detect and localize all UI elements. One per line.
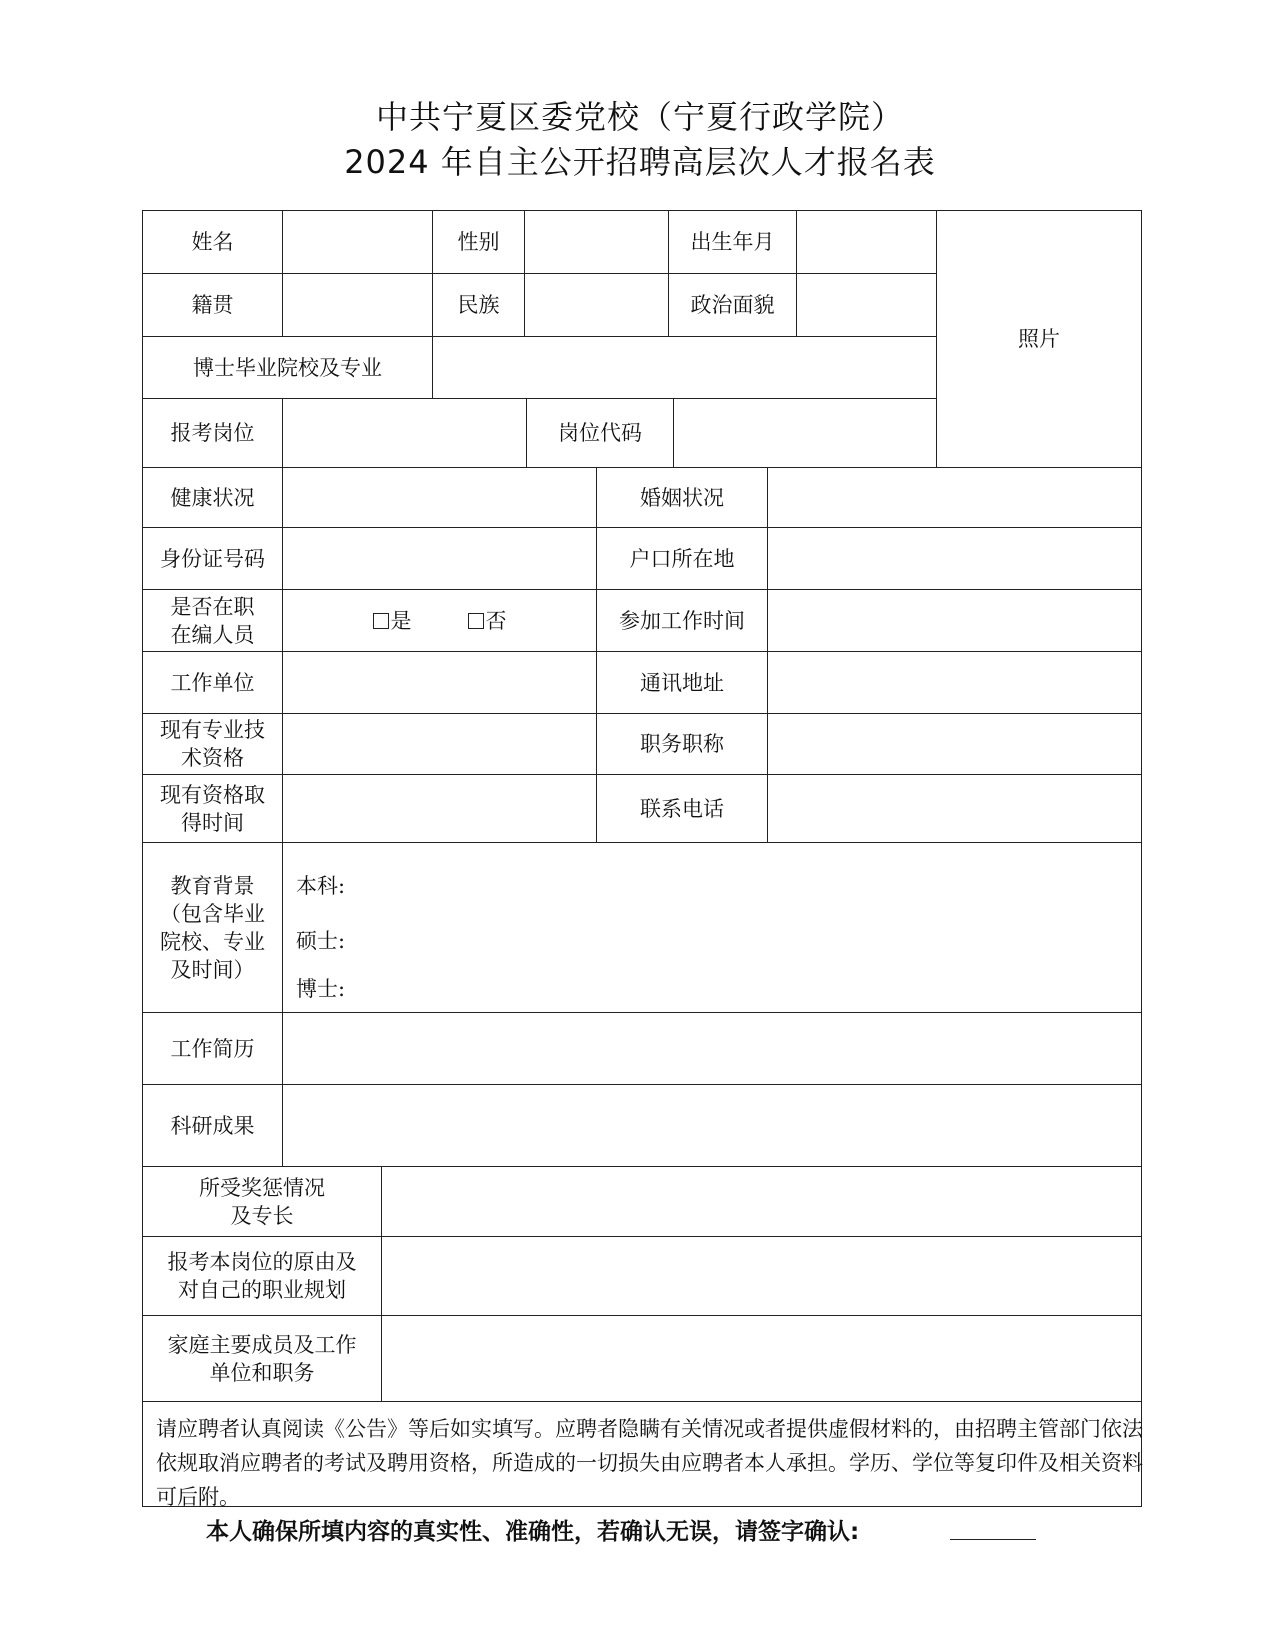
- label-research: 科研成果: [170, 1113, 255, 1138]
- yes-label: 是: [390, 608, 412, 633]
- marital-field[interactable]: [768, 468, 1141, 527]
- photo-box[interactable]: [937, 211, 1141, 467]
- label-marital: 婚姻状况: [640, 485, 724, 510]
- edu-bachelor-label: 本科:: [296, 874, 346, 898]
- phd-school-major-field[interactable]: [433, 337, 936, 398]
- form-title-line2: 2024 年自主公开招聘高层次人才报名表: [344, 143, 936, 181]
- label-native-place: 籍贯: [191, 293, 234, 317]
- label-family: [143, 1316, 381, 1401]
- employed-yes-option[interactable]: [373, 607, 412, 635]
- label-qual-time-line2: 得时间: [181, 810, 244, 835]
- edu-doctor-label: 博士:: [296, 977, 346, 1001]
- research-field[interactable]: [283, 1085, 1141, 1166]
- label-education-line2: （包含毕业: [160, 901, 265, 926]
- label-education: [143, 843, 282, 1012]
- political-status-field[interactable]: [797, 274, 936, 336]
- position-field[interactable]: [283, 399, 526, 467]
- name-field[interactable]: [283, 211, 432, 273]
- label-address: 通讯地址: [640, 670, 724, 695]
- label-tech-qual-line1: 现有专业技: [160, 718, 265, 742]
- no-checkbox[interactable]: [468, 613, 484, 629]
- label-reason-line1: 报考本岗位的原由及: [167, 1250, 357, 1274]
- job-title-field[interactable]: [768, 714, 1141, 774]
- employed-options: [283, 590, 596, 651]
- label-ethnicity: 民族: [457, 293, 500, 317]
- label-tech-qual: [143, 714, 282, 774]
- label-hukou: 户口所在地: [629, 546, 735, 571]
- awards-field[interactable]: [382, 1167, 1141, 1236]
- label-employed-line1: 是否在职: [170, 594, 255, 619]
- label-photo: 照片: [1018, 327, 1060, 351]
- reason-field[interactable]: [382, 1237, 1141, 1315]
- id-number-field[interactable]: [283, 528, 596, 589]
- health-field[interactable]: [283, 468, 596, 527]
- education-field[interactable]: [283, 843, 1141, 1012]
- signature-line[interactable]: [950, 1539, 1036, 1540]
- label-education-line1: 教育背景: [170, 873, 255, 898]
- label-qual-time-line1: 现有资格取: [160, 782, 265, 807]
- label-phd-school-major: 博士毕业院校及专业: [193, 355, 382, 380]
- label-employer: 工作单位: [170, 670, 255, 695]
- form-title-line1: 中共宁夏区委党校（宁夏行政学院）: [375, 98, 904, 136]
- tech-qual-field[interactable]: [283, 714, 596, 774]
- label-employed-line2: 在编人员: [170, 622, 255, 647]
- label-reason-line2: 对自己的职业规划: [178, 1278, 346, 1302]
- label-phone: 联系电话: [640, 796, 724, 821]
- label-work-start: 参加工作时间: [619, 608, 745, 633]
- label-family-line1: 家庭主要成员及工作: [167, 1332, 357, 1357]
- label-qual-time: [143, 775, 282, 842]
- work-start-field[interactable]: [768, 590, 1141, 651]
- label-position: 报考岗位: [170, 421, 255, 445]
- address-field[interactable]: [768, 652, 1141, 713]
- label-awards-line1: 所受奖惩情况: [199, 1175, 325, 1200]
- label-birth: 出生年月: [690, 230, 775, 254]
- edu-master-label: 硕士:: [296, 929, 346, 953]
- yes-checkbox[interactable]: [373, 613, 389, 629]
- label-health: 健康状况: [170, 485, 255, 510]
- label-awards: [143, 1167, 381, 1236]
- label-awards-line2: 及专长: [230, 1203, 294, 1228]
- label-employed: [143, 590, 282, 651]
- label-work-history: 工作简历: [170, 1036, 255, 1061]
- ethnicity-field[interactable]: [525, 274, 668, 336]
- notice-text: 请应聘者认真阅读《公告》等后如实填写。应聘者隐瞒有关情况或者提供虚假材料的，由招聘主管部门依法依规取消应聘者的考试及聘用资格，所造成的一切损失由应聘者本人承担。学历、学位等复印件及相关资料可后附。: [156, 1417, 1143, 1509]
- qual-time-field[interactable]: [283, 775, 596, 842]
- employer-field[interactable]: [283, 652, 596, 713]
- label-job-title: 职务职称: [640, 732, 724, 756]
- hukou-field[interactable]: [768, 528, 1141, 589]
- label-education-line4: 及时间）: [170, 957, 255, 982]
- employed-no-option[interactable]: [468, 607, 507, 635]
- gender-field[interactable]: [525, 211, 668, 273]
- label-education-line3: 院校、专业: [160, 929, 265, 954]
- no-label: 否: [485, 608, 507, 633]
- work-history-field[interactable]: [283, 1013, 1141, 1084]
- confirm-statement: 本人确保所填内容的真实性、准确性，若确认无误，请签字确认:: [206, 1519, 860, 1545]
- position-code-field[interactable]: [674, 399, 936, 467]
- label-id-number: 身份证号码: [160, 546, 265, 571]
- label-position-code: 岗位代码: [558, 421, 642, 445]
- birth-field[interactable]: [797, 211, 936, 273]
- label-reason: [143, 1237, 381, 1315]
- label-political-status: 政治面貌: [690, 293, 775, 317]
- label-tech-qual-line2: 术资格: [181, 746, 244, 770]
- native-place-field[interactable]: [283, 274, 432, 336]
- label-name: 姓名: [191, 230, 234, 254]
- label-family-line2: 单位和职务: [209, 1360, 315, 1385]
- label-gender: 性别: [457, 230, 500, 254]
- phone-field[interactable]: [768, 775, 1141, 842]
- family-field[interactable]: [382, 1316, 1141, 1401]
